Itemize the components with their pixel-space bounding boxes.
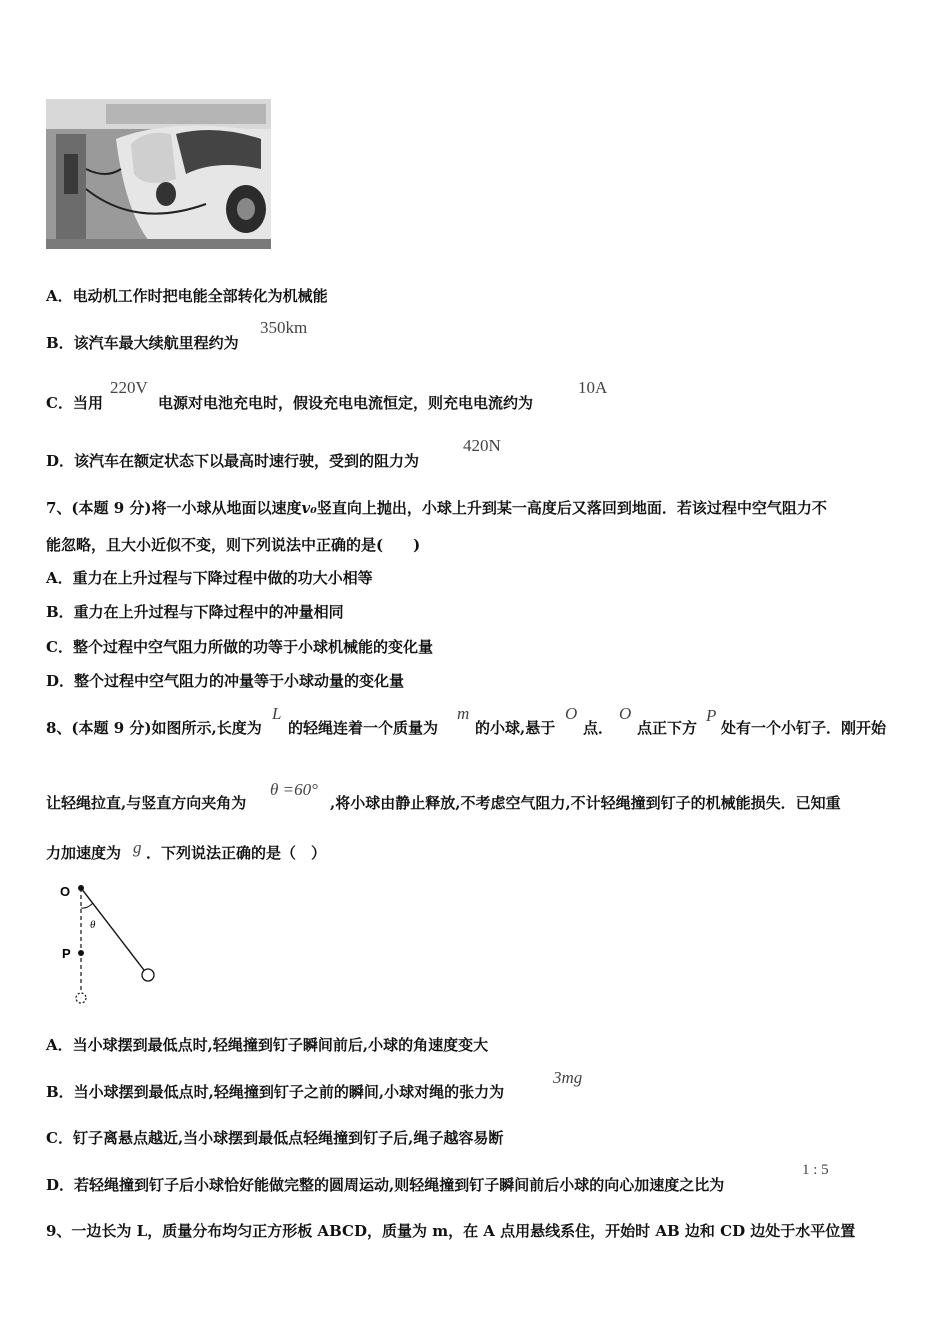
q8-option-a: A．当小球摆到最低点时,轻绳撞到钉子瞬间前后,小球的角速度变大	[46, 1036, 489, 1054]
q7-stem-post: 竖直向上抛出，小球上升到某一高度后又落回到地面．若该过程中空气阻力不	[316, 499, 827, 517]
q9-stem-line1: 9、一边长为 L，质量分布均匀正方形板 ABCD，质量为 m，在 A 点用悬线系住，开始时 AB 边和 CD 边处于水平位置	[46, 1222, 856, 1240]
q8-O2: O	[619, 704, 632, 723]
q6-option-b: B．该汽车最大续航里程约为	[46, 334, 239, 352]
q6-option-c-current: 10A	[578, 378, 608, 397]
q8-stem-line1-e: 点正下方	[637, 719, 698, 737]
q7-stem-line1	[46, 498, 827, 518]
q8-theta: θ =60°	[270, 780, 318, 799]
q7-option-d: D．整个过程中空气阻力的冲量等于小球动量的变化量	[46, 672, 405, 690]
q8-stem-line1-f: 处有一个小钉子．刚开始	[721, 719, 887, 737]
q6-option-c	[46, 393, 103, 413]
q8-g: g	[133, 838, 142, 857]
q8-option-c: C．钉子离悬点越近,当小球摆到最低点轻绳撞到钉子后,绳子越容易断	[46, 1129, 504, 1147]
q8-option-d-value: 1 : 5	[802, 1162, 829, 1178]
q8-option-d: D．若轻绳撞到钉子后小球恰好能做完整的圆周运动,则轻绳撞到钉子瞬间前后小球的向心加速度之比为	[46, 1176, 725, 1194]
q7-stem-line2: 能忽略，且大小近似不变，则下列说法中正确的是( )	[46, 536, 421, 554]
q8-stem-line3-a: 力加速度为	[46, 844, 122, 862]
pendulum-diagram	[56, 878, 166, 1008]
q8-stem-line3-b: ．下列说法正确的是（ ）	[146, 844, 327, 862]
diagram-label-p: P	[62, 946, 71, 961]
q6-option-c-pre: C．当用	[46, 394, 103, 412]
q8-O1: O	[565, 704, 578, 723]
q8-stem-line2-a: 让轻绳拉直,与竖直方向夹角为	[46, 794, 247, 812]
q7-option-b: B．重力在上升过程与下降过程中的冲量相同	[46, 603, 344, 621]
q8-m: m	[457, 704, 470, 723]
q6-option-c-mid: 电源对电池充电时，假设充电电流恒定，则充电电流约为	[158, 394, 534, 412]
q7-option-c: C．整个过程中空气阻力所做的功等于小球机械能的变化量	[46, 638, 433, 656]
q8-option-b-value: 3mg	[553, 1068, 583, 1087]
q6-option-a: A．电动机工作时把电能全部转化为机械能	[46, 287, 328, 305]
q7-option-a: A．重力在上升过程与下降过程中做的功大小相等	[46, 569, 373, 587]
diagram-label-theta: θ	[90, 919, 96, 931]
q8-L: L	[272, 704, 282, 723]
ev-charging-photo	[46, 99, 271, 249]
q7-v0: v₀	[301, 499, 317, 517]
q8-P: P	[706, 706, 717, 725]
q6-option-d: D．该汽车在额定状态下以最高时速行驶，受到的阻力为	[46, 452, 420, 470]
q6-option-c-voltage: 220V	[110, 378, 148, 397]
q7-stem-pre: 7、(本题 9 分)将一小球从地面以速度	[46, 499, 302, 517]
q8-stem-line1-a: 8、(本题 9 分)如图所示,长度为	[46, 719, 262, 737]
q8-option-b: B．当小球摆到最低点时,轻绳撞到钉子之前的瞬间,小球对绳的张力为	[46, 1083, 505, 1101]
diagram-label-o: O	[60, 884, 71, 899]
q8-stem-line1-c: 的小球,悬于	[475, 719, 556, 737]
q8-stem-line1-b: 的轻绳连着一个质量为	[288, 719, 439, 737]
q8-stem-line1-d: 点．	[583, 719, 614, 737]
q6-option-d-value: 420N	[463, 436, 501, 455]
q6-option-b-value: 350km	[260, 318, 308, 337]
q8-stem-line2-b: ,将小球由静止释放,不考虑空气阻力,不计轻绳撞到钉子的机械能损失．已知重	[330, 794, 841, 812]
